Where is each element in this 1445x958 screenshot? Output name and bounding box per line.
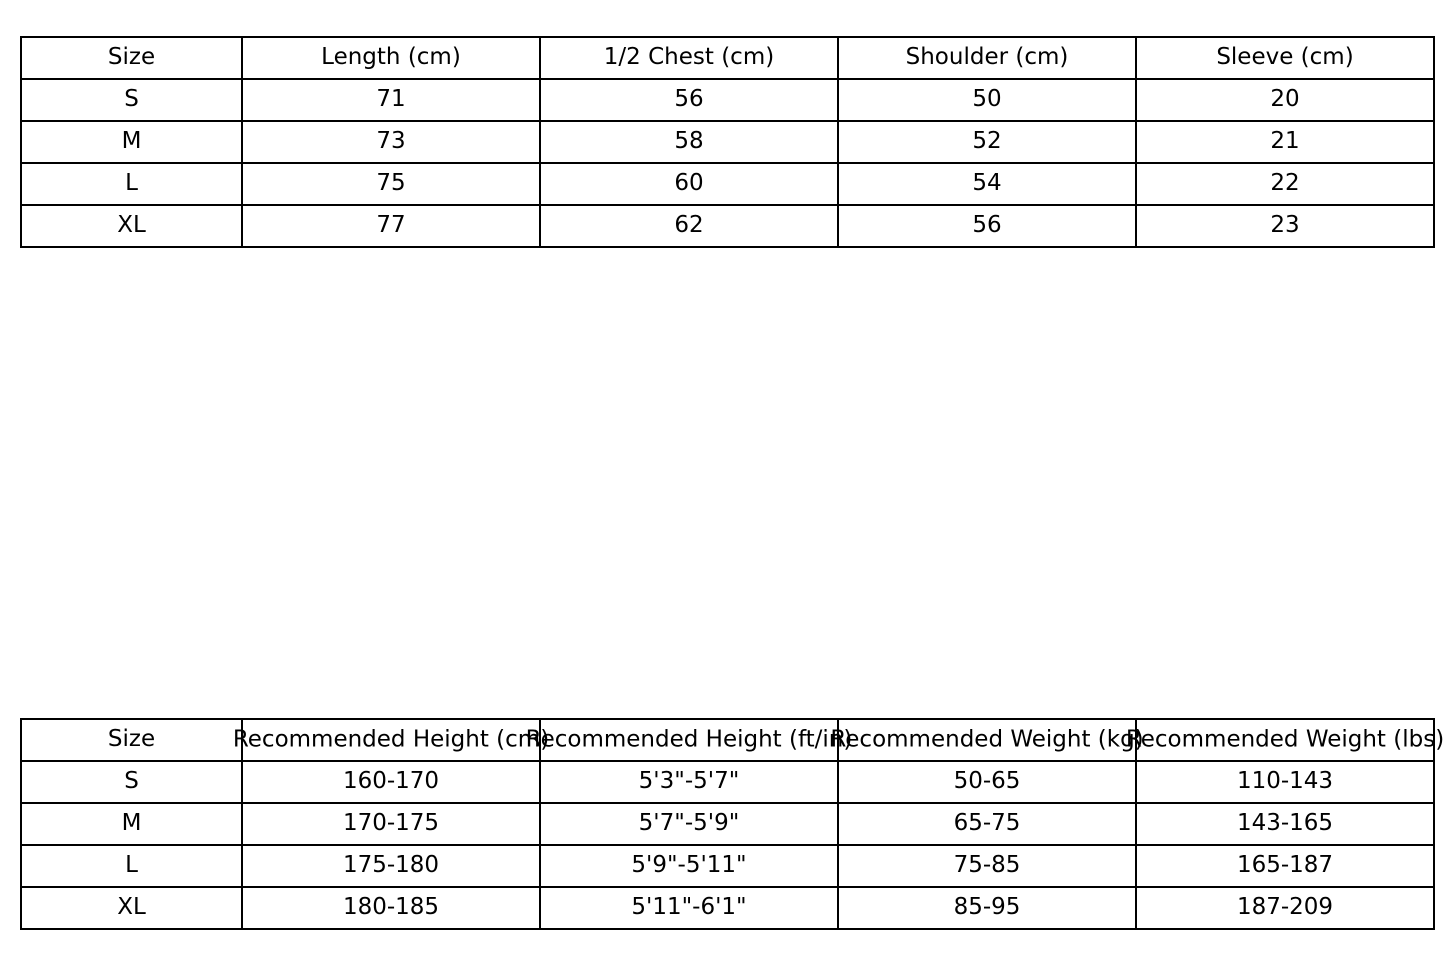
cell-height-ftin: 5'3"-5'7" [540, 761, 838, 803]
cell-weight-lbs: 187-209 [1136, 887, 1434, 929]
cell-weight-kg: 85-95 [838, 887, 1136, 929]
cell-weight-kg: 50-65 [838, 761, 1136, 803]
table-header-row [21, 37, 1434, 79]
column-header-recommended-weight-kg-label: Recommended Weight (kg) [830, 726, 1144, 753]
cell-height-ftin: 5'9"-5'11" [540, 845, 838, 887]
table-row [21, 205, 1434, 247]
cell-length: 73 [242, 121, 540, 163]
cell-weight-lbs: 143-165 [1136, 803, 1434, 845]
cell-size: M [21, 803, 242, 845]
cell-shoulder: 54 [838, 163, 1136, 205]
cell-shoulder: 52 [838, 121, 1136, 163]
cell-sleeve: 20 [1136, 79, 1434, 121]
table-row [21, 803, 1434, 845]
column-header-size: Size [21, 719, 242, 761]
cell-sleeve: 21 [1136, 121, 1434, 163]
cell-half-chest: 60 [540, 163, 838, 205]
column-header-recommended-height-cm [232, 719, 550, 761]
cell-height-cm: 175-180 [242, 845, 540, 887]
column-header-recommended-weight-kg [830, 719, 1144, 761]
column-header-recommended-weight-lbs [1125, 719, 1445, 761]
cell-length: 71 [242, 79, 540, 121]
table-row [21, 121, 1434, 163]
cell-height-cm: 180-185 [242, 887, 540, 929]
column-header-recommended-height-cm-label: Recommended Height (cm) [232, 726, 550, 753]
cell-height-ftin: 5'7"-5'9" [540, 803, 838, 845]
cell-weight-kg: 65-75 [838, 803, 1136, 845]
cell-half-chest: 58 [540, 121, 838, 163]
table-row [21, 79, 1434, 121]
cell-size: S [21, 79, 242, 121]
cell-height-ftin: 5'11"-6'1" [540, 887, 838, 929]
cell-half-chest: 56 [540, 79, 838, 121]
table-row [21, 845, 1434, 887]
cell-height-cm: 170-175 [242, 803, 540, 845]
cell-half-chest: 62 [540, 205, 838, 247]
cell-size: L [21, 163, 242, 205]
cell-weight-lbs: 110-143 [1136, 761, 1434, 803]
table-row [21, 163, 1434, 205]
column-header-length: Length (cm) [242, 37, 540, 79]
column-header-recommended-weight-lbs-label: Recommended Weight (lbs) [1125, 726, 1445, 753]
recommended-fit-table [20, 718, 1445, 930]
cell-length: 75 [242, 163, 540, 205]
column-header-sleeve: Sleeve (cm) [1136, 37, 1434, 79]
cell-weight-kg: 75-85 [838, 845, 1136, 887]
cell-shoulder: 50 [838, 79, 1136, 121]
table-header-row [21, 719, 1434, 761]
garment-measurements-table [20, 36, 1435, 248]
column-header-half-chest: 1/2 Chest (cm) [540, 37, 838, 79]
column-header-shoulder: Shoulder (cm) [838, 37, 1136, 79]
cell-height-cm: 160-170 [242, 761, 540, 803]
cell-sleeve: 22 [1136, 163, 1434, 205]
table-row [21, 761, 1434, 803]
cell-size: M [21, 121, 242, 163]
cell-size: S [21, 761, 242, 803]
column-header-recommended-height-ftin-label: Recommended Height (ft/in) [525, 726, 853, 753]
cell-size: XL [21, 887, 242, 929]
cell-weight-lbs: 165-187 [1136, 845, 1434, 887]
cell-length: 77 [242, 205, 540, 247]
cell-size: XL [21, 205, 242, 247]
cell-shoulder: 56 [838, 205, 1136, 247]
column-header-size: Size [21, 37, 242, 79]
cell-sleeve: 23 [1136, 205, 1434, 247]
cell-size: L [21, 845, 242, 887]
table-row [21, 887, 1434, 929]
column-header-recommended-height-ftin [525, 719, 853, 761]
